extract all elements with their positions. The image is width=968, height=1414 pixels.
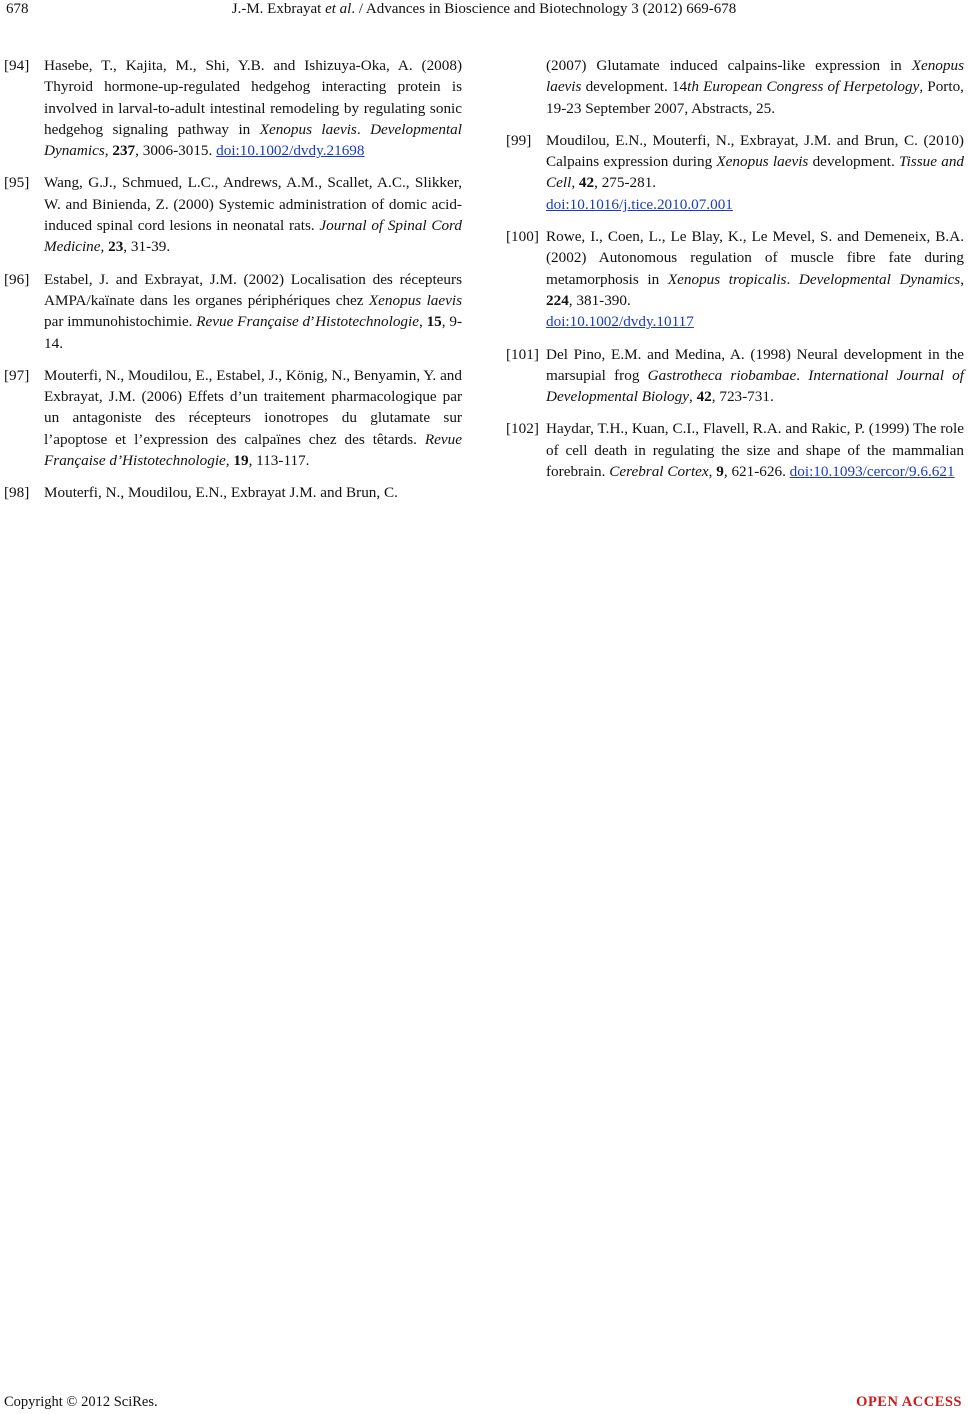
- journal-name: International Journal of Developmental Biology: [546, 366, 964, 406]
- pages: , 9-14.: [44, 313, 463, 352]
- reference-authors: Del Pino, E.M. and Medina, A. (1998) Neural development in the marsupial frog: [546, 345, 964, 384]
- separator: ,: [104, 142, 113, 160]
- volume: 42: [578, 174, 595, 192]
- reference-text-mid: par immunohistochimie.: [44, 313, 197, 331]
- pages: , 621-626.: [723, 463, 790, 481]
- volume: 15: [426, 313, 442, 331]
- separator: ,: [225, 452, 234, 470]
- journal-name: Cerebral Cortex: [609, 463, 709, 481]
- journal-name: Developmental Dynamics: [44, 120, 462, 160]
- reference-text: Mouterfi, N., Moudilou, E.N., Exbrayat J.M. and Brun, C.: [44, 484, 398, 502]
- journal-name-continued: Histotechnologie: [315, 313, 419, 331]
- volume: 224: [546, 291, 569, 309]
- reference-number: [94]: [4, 57, 30, 74]
- reference-95: [4, 172, 462, 257]
- reference-number: [96]: [4, 270, 30, 288]
- pages: , 275-281.: [594, 174, 657, 192]
- reference-authors: Wang, G.J., Schmued, L.C., Andrews, A.M., Scallet, A.C., Slikker, W. and Binienda, Z. (2000) Systemic administration of domic acid-induced spinal cord lesions in neonatal rats.: [44, 174, 462, 235]
- reference-text: [546, 344, 964, 408]
- running-head: [0, 1, 968, 18]
- volume: 9: [716, 463, 724, 481]
- reference-authors: Rowe, I., Coen, L., Le Blay, K., Le Mevel, S. and Demeneix, B.A. (2002) Autonomous regulation of muscle fibre fate during metamorphosis in: [546, 228, 964, 288]
- species-name: Xenopus laevis: [716, 153, 809, 171]
- copyright-notice: Copyright © 2012 SciRes.: [4, 1394, 158, 1410]
- separator: ,: [571, 174, 579, 192]
- reference-authors: Estabel, J. and Exbrayat, J.M. (2002) Localisation des récepteurs AMPA/kaïnate dans les organes périphériques chez: [44, 270, 462, 309]
- reference-text-mid: development.: [808, 153, 900, 171]
- reference-number: [95]: [4, 174, 30, 192]
- doi-link[interactable]: doi:10.1093/cercor/9.6.621: [789, 463, 955, 481]
- reference-number: [101]: [506, 345, 539, 363]
- reference-102: [506, 418, 964, 482]
- reference-98: [4, 482, 462, 503]
- species-name: Xenopus laevis: [546, 57, 964, 96]
- pages: , 723-731.: [711, 388, 774, 406]
- reference-94: [4, 55, 462, 161]
- reference-text: [44, 172, 462, 257]
- separator: ,: [100, 238, 109, 256]
- separator: ,: [418, 313, 427, 331]
- reference-number: [102]: [506, 420, 539, 438]
- congress-name: th European Congress of Herpetology: [687, 78, 920, 96]
- separator: .: [786, 270, 799, 288]
- reference-text: [44, 269, 462, 354]
- running-head-et-al: et al: [325, 1, 352, 17]
- reference-text: [546, 130, 964, 215]
- reference-text: (2007) Glutamate induced calpains-like expression in: [546, 57, 912, 74]
- reference-text: [44, 55, 462, 161]
- separator: .: [796, 366, 809, 384]
- reference-authors: Hasebe, T., Kajita, M., Shi, Y.B. and Ishizuya-Oka, A. (2008) Thyroid hormone-up-regulated hedgehog interacting protein is involved in larval-to-adult intestinal remodeling by regulating sonic hedgehog signaling pathway in: [44, 57, 462, 138]
- reference-number: [100]: [506, 228, 539, 246]
- reference-number: [99]: [506, 131, 532, 149]
- page-number: 678: [6, 1, 29, 17]
- doi-link[interactable]: doi:10.1002/dvdy.21698: [216, 142, 365, 160]
- reference-text: , Porto, 19-23 September 2007, Abstracts, 25.: [546, 78, 964, 117]
- doi-link[interactable]: doi:10.1016/j.tice.2010.07.001: [546, 195, 733, 213]
- reference-text: [44, 365, 462, 471]
- reference-number: [97]: [4, 366, 30, 384]
- reference-text: development. 14: [581, 78, 688, 96]
- pages: , 31-39.: [123, 238, 171, 256]
- reference-98-continued: [506, 55, 964, 119]
- journal-name: Revue Française d’Histotechnologie: [44, 430, 462, 470]
- reference-100: [506, 226, 964, 332]
- reference-authors: Haydar, T.H., Kuan, C.I., Flavell, R.A. and Rakic, P. (1999) The role of cell death in regulating the size and shape of the mammalian forebrain.: [546, 420, 964, 481]
- volume: 42: [696, 388, 712, 406]
- reference-99: [506, 130, 964, 215]
- separator: ’: [310, 313, 316, 331]
- open-access-label: OPEN ACCESS: [856, 1394, 962, 1410]
- doi-link[interactable]: doi:10.1002/dvdy.10117: [546, 313, 694, 331]
- species-name: Xenopus laevis: [259, 120, 357, 138]
- right-column: [506, 55, 964, 493]
- separator: .: [356, 120, 371, 138]
- pages: , 3006-3015.: [135, 142, 217, 160]
- journal-name: Developmental Dynamics: [798, 270, 961, 288]
- page-header: [0, 0, 968, 26]
- journal-name: Journal of Spinal Cord Medicine: [44, 217, 462, 256]
- reference-number: [98]: [4, 484, 30, 502]
- separator: ,: [688, 388, 697, 406]
- reference-text: [546, 418, 964, 482]
- volume: 19: [233, 452, 249, 470]
- pages: , 381-390.: [568, 291, 631, 309]
- pages: , 113-117.: [248, 452, 310, 470]
- volume: 237: [112, 142, 136, 160]
- reference-97: [4, 365, 462, 471]
- reference-authors: Moudilou, E.N., Mouterfi, N., Exbrayat, J.M. and Brun, C. (2010) Calpains expression during: [546, 131, 964, 171]
- reference-text: [546, 226, 964, 332]
- volume: 23: [108, 238, 124, 256]
- separator: ,: [708, 463, 717, 481]
- reference-101: [506, 344, 964, 408]
- species-name: Xenopus tropicalis: [667, 270, 787, 288]
- separator: ,: [960, 270, 964, 288]
- species-name: Gastrotheca riobambae: [647, 366, 797, 384]
- running-head-author: J.-M. Exbrayat: [231, 1, 322, 17]
- reference-authors: Mouterfi, N., Moudilou, E., Estabel, J., König, N., Benyamin, Y. and Exbrayat, J.M. (2006) Effets d’un traitement pharmacologique par un antagoniste des récepteurs ionotropes du glutamate sur l’apoptose et l’expression des calpaïnes chez des têtards.: [44, 366, 462, 448]
- left-column: [4, 55, 462, 515]
- journal-name: Tissue and Cell: [546, 153, 965, 192]
- reference-96: [4, 269, 462, 354]
- species-name: Xenopus laevis: [368, 291, 463, 309]
- page-footer: [0, 1394, 968, 1414]
- running-head-journal: . / Advances in Bioscience and Biotechnology 3 (2012) 669-678: [351, 1, 737, 17]
- journal-name: Revue Française d: [196, 313, 311, 331]
